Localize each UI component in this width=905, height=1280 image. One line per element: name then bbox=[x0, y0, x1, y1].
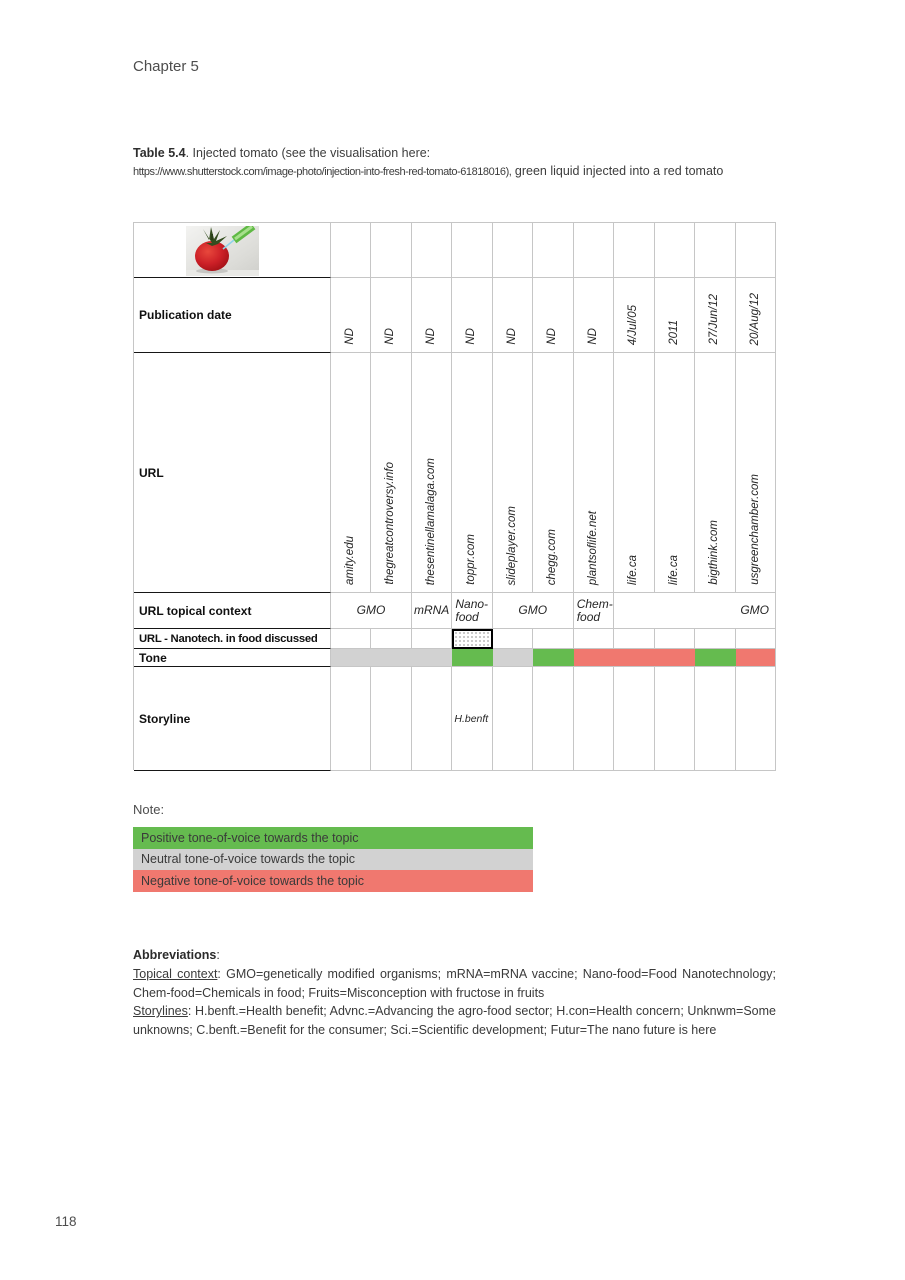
image-row-cell bbox=[736, 223, 776, 278]
legend-neutral-bar bbox=[133, 849, 533, 871]
topical-context-cell: Chem-food bbox=[574, 593, 614, 629]
storyline-cell bbox=[695, 667, 735, 771]
note-title: Note: bbox=[133, 802, 165, 817]
table-caption-line2 bbox=[133, 162, 776, 181]
publication-date-cell: 2011 bbox=[655, 278, 695, 353]
chapter-header: Chapter 5 bbox=[133, 58, 199, 75]
legend-negative-bar bbox=[133, 870, 533, 892]
image-row-cell bbox=[695, 223, 735, 278]
storylines-term: Storylines bbox=[133, 1004, 188, 1019]
storyline-cell bbox=[574, 667, 614, 771]
storyline-cell bbox=[493, 667, 533, 771]
image-row-cell bbox=[574, 223, 614, 278]
storyline-cell bbox=[736, 667, 776, 771]
nanotech-discussed-cell bbox=[614, 629, 654, 649]
row-label-url: URL bbox=[134, 353, 331, 593]
publication-date-cell: 27/Jun/12 bbox=[695, 278, 735, 353]
url-cell: life.ca bbox=[614, 353, 654, 593]
tone-cell bbox=[331, 649, 371, 667]
topical-context-cell: GMO bbox=[331, 593, 412, 629]
tone-cell bbox=[493, 649, 533, 667]
nanotech-discussed-cell bbox=[533, 629, 573, 649]
publication-date-cell: 4/Jul/05 bbox=[614, 278, 654, 353]
tone-cell bbox=[452, 649, 492, 667]
abbreviations-title: Abbreviations bbox=[133, 948, 217, 962]
table-caption-text: . Injected tomato (see the visualisation here: bbox=[185, 146, 431, 160]
storyline-cell bbox=[614, 667, 654, 771]
row-label-storyline: Storyline bbox=[134, 667, 331, 771]
legend-positive-bar bbox=[133, 827, 533, 849]
abbreviations-title-line: Abbreviations: bbox=[133, 948, 220, 962]
table-image-cell bbox=[134, 223, 331, 278]
publication-date-cell: ND bbox=[412, 278, 452, 353]
storyline-cell bbox=[331, 667, 371, 771]
table-caption-label: Table 5.4 bbox=[133, 146, 186, 160]
storyline-cell: H.benft bbox=[452, 667, 492, 771]
tone-cell bbox=[695, 649, 735, 667]
image-row-cell bbox=[412, 223, 452, 278]
row-label-tone: Tone bbox=[134, 649, 331, 667]
storyline-cell bbox=[371, 667, 411, 771]
topical-context-term: Topical context bbox=[133, 966, 218, 981]
page-number: 118 bbox=[55, 1214, 77, 1229]
topical-context-definitions: : GMO=genetically modified organisms; mRNA=mRNA vaccine; Nano-food=Food Nanotechnology; Chem-food=Chemicals in food; Fruits=Misconception with fructose in fruits bbox=[133, 966, 776, 1000]
nanotech-discussed-cell bbox=[574, 629, 614, 649]
image-row-cell bbox=[614, 223, 654, 278]
legend-neutral-label: Neutral tone-of-voice towards the topic bbox=[141, 852, 355, 867]
publication-date-cell: ND bbox=[493, 278, 533, 353]
abbreviations-topical-context bbox=[133, 965, 776, 1003]
nanotech-discussed-cell bbox=[412, 629, 452, 649]
url-cell: thegreatcontroversy.info bbox=[371, 353, 411, 593]
image-row-cell bbox=[371, 223, 411, 278]
nanotech-discussed-cell bbox=[736, 629, 776, 649]
tone-cell bbox=[371, 649, 411, 667]
nanotech-discussed-cell bbox=[655, 629, 695, 649]
table-caption-tail: green liquid injected into a red tomato bbox=[511, 164, 724, 178]
row-label-publication-date: Publication date bbox=[134, 278, 331, 353]
table-caption bbox=[133, 144, 776, 181]
nanotech-discussed-cell bbox=[493, 629, 533, 649]
image-row-cell bbox=[493, 223, 533, 278]
nanotech-discussed-cell bbox=[452, 629, 492, 649]
nanotech-discussed-cell bbox=[331, 629, 371, 649]
url-cell: life.ca bbox=[655, 353, 695, 593]
row-label-topical-context: URL topical context bbox=[134, 593, 331, 629]
tone-cell bbox=[574, 649, 614, 667]
url-cell: thesentinellamalaga.com bbox=[412, 353, 452, 593]
publication-date-cell: ND bbox=[331, 278, 371, 353]
url-cell: plantsoflife.net bbox=[574, 353, 614, 593]
row-label-nanotech-discussed: URL - Nanotech. in food discussed bbox=[134, 629, 331, 649]
url-cell: chegg.com bbox=[533, 353, 573, 593]
legend-positive-label: Positive tone-of-voice towards the topic bbox=[141, 830, 359, 845]
injected-tomato-image bbox=[186, 226, 259, 276]
topical-context-cell: GMO bbox=[493, 593, 574, 629]
storyline-cell bbox=[533, 667, 573, 771]
image-row-cell bbox=[533, 223, 573, 278]
image-row-cell bbox=[452, 223, 492, 278]
data-table bbox=[133, 222, 776, 770]
nanotech-discussed-cell bbox=[371, 629, 411, 649]
topical-context-cell: Nano-food bbox=[452, 593, 492, 629]
publication-date-cell: ND bbox=[533, 278, 573, 353]
storyline-cell bbox=[655, 667, 695, 771]
abbreviations-storylines bbox=[133, 1002, 776, 1040]
url-cell: toppr.com bbox=[452, 353, 492, 593]
tone-cell bbox=[614, 649, 654, 667]
tone-cell bbox=[736, 649, 776, 667]
url-cell: slideplayer.com bbox=[493, 353, 533, 593]
publication-date-cell: 20/Aug/12 bbox=[736, 278, 776, 353]
publication-date-cell: ND bbox=[371, 278, 411, 353]
tone-cell bbox=[655, 649, 695, 667]
url-cell: usgreenchamber.com bbox=[736, 353, 776, 593]
topical-context-cell: mRNA bbox=[412, 593, 452, 629]
url-cell: bigthink.com bbox=[695, 353, 735, 593]
table-caption-url: https://www.shutterstock.com/image-photo/injection-into-fresh-red-tomato-61818016), bbox=[133, 166, 512, 178]
publication-date-cell: ND bbox=[452, 278, 492, 353]
storyline-cell bbox=[412, 667, 452, 771]
tone-cell bbox=[412, 649, 452, 667]
tone-cell bbox=[533, 649, 573, 667]
image-row-cell bbox=[655, 223, 695, 278]
nanotech-discussed-cell bbox=[695, 629, 735, 649]
topical-context-cell: GMO bbox=[614, 593, 776, 629]
table-caption-line1 bbox=[133, 144, 776, 162]
abbreviations-block bbox=[133, 946, 776, 1040]
url-cell: amity.edu bbox=[331, 353, 371, 593]
tone-legend bbox=[133, 827, 533, 892]
legend-negative-label: Negative tone-of-voice towards the topic bbox=[141, 873, 365, 888]
publication-date-cell: ND bbox=[574, 278, 614, 353]
storylines-definitions: : H.benft.=Health benefit; Advnc.=Advancing the agro-food sector; H.con=Health concern; Unknwm=Some unknowns; C.benft.=Benefit for the consumer; Sci.=Scientific development; Futur=The nano future is here bbox=[133, 1004, 776, 1038]
image-row-cell bbox=[331, 223, 371, 278]
